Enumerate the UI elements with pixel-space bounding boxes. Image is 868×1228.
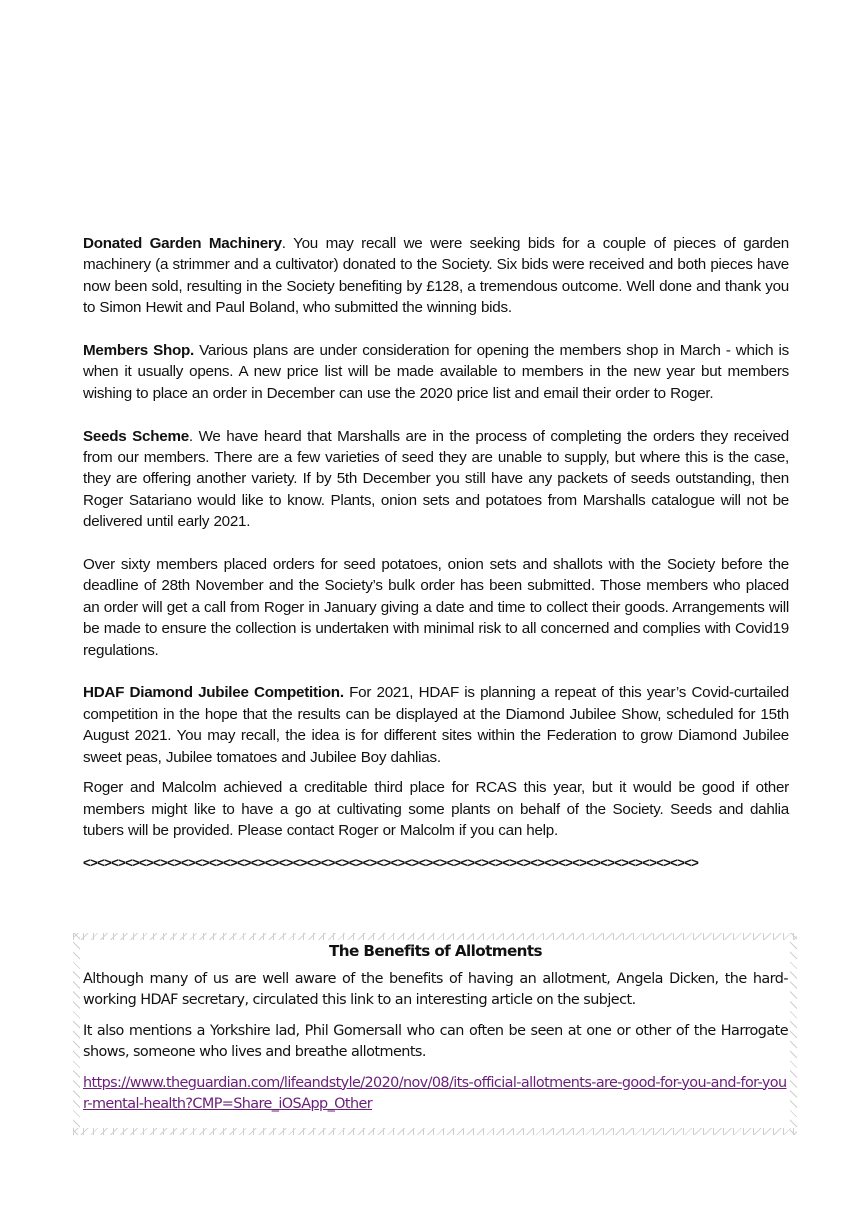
section-diamond-jubilee	[83, 682, 789, 768]
section-text: Roger and Malcolm achieved a creditable third place for RCAS this year, but it would be good if other members might like to have a go at cultivating some plants on behalf of the Society. Seeds and dahlia tubers will be provided. Please contact Roger or Malcolm if you can help.	[83, 779, 789, 839]
section-seed-potatoes	[83, 554, 789, 661]
box-paragraph: It also mentions a Yorkshire lad, Phil Gomersall who can often be seen at one or other of the Harrogate shows, someone who lives and breathe allotments.	[83, 1022, 788, 1061]
section-divider: <><><><><><><><><><><><><><><><><><><><><><><><><><><><><><><><><><><><><><><><><><><><>	[83, 855, 699, 871]
section-members-shop	[83, 340, 789, 404]
section-text: Various plans are under consideration for opening the members shop in March - which is when it usually opens. A new price list will be made available to members in the new year but members wishing to place an order in December can use the 2020 price list and email their order to Roger.	[83, 342, 789, 402]
newsletter-body	[83, 233, 789, 873]
section-heading: Donated Garden Machinery	[83, 235, 282, 252]
box-border-right	[790, 933, 797, 1135]
box-border-bottom	[73, 1128, 797, 1135]
box-title: The Benefits of Allotments	[329, 942, 542, 960]
section-rcas-third-place	[83, 777, 789, 841]
section-heading: Seeds Scheme	[83, 427, 189, 445]
heading-punctuation: .	[188, 427, 193, 445]
section-text: We have heard that Marshalls are in the process of completing the orders they received from our members. There are a few varieties of seed they are unable to supply, but where this is the case, they are offering another variety. If by 5th December you still have any packets of seeds outstanding, then Roger Satariano would like to know. Plants, onion sets and potatoes from Marshalls catalogue will not be delivered until early 2021.	[83, 427, 789, 531]
guardian-article-link[interactable]: https://www.theguardian.com/lifeandstyle/2020/nov/08/its-official-allotments-are-good-for-you-and-for-your-mental-health?CMP=Share_iOSApp_Other	[83, 1074, 787, 1113]
box-border-top	[73, 933, 797, 940]
section-heading: Members Shop.	[83, 342, 195, 360]
box-paragraph: Although many of us are well aware of the benefits of having an allotment, Angela Dicken, the hard-working HDAF secretary, circulated this link to an interesting article on the subject.	[83, 971, 788, 1009]
section-heading: HDAF Diamond Jubilee Competition.	[83, 684, 344, 702]
heading-punctuation: .	[281, 235, 286, 252]
section-text: For 2021, HDAF is planning a repeat of this year’s Covid-curtailed competition in the hope that the results can be displayed at the Diamond Jubilee Show, scheduled for 15th August 2021. You may recall, the idea is for different sites within the Federation to grow Diamond Jubilee sweet peas, Jubilee tomatoes and Jubilee Boy dahlias.	[83, 684, 789, 766]
section-text: You may recall we were seeking bids for a couple of pieces of garden machinery (a strimmer and a cultivator) donated to the Society. Six bids were received and both pieces have now been sold, resulting in the Society benefiting by £128, a tremendous outcome. Well done and thank you to Simon Hewit and Paul Boland, who submitted the winning bids.	[83, 235, 789, 317]
benefits-of-allotments-box	[73, 933, 797, 1135]
section-seeds-scheme	[83, 426, 789, 533]
section-donated-machinery	[83, 233, 789, 319]
box-border-left	[73, 933, 80, 1135]
section-text: Over sixty members placed orders for seed potatoes, onion sets and shallots with the Society before the deadline of 28th November and the Society’s bulk order has been submitted. Those members who placed an order will get a call from Roger in January giving a date and time to collect their goods. Arrangements will be made to ensure the collection is undertaken with minimal risk to all concerned and complies with Covid19 regulations.	[83, 556, 789, 659]
